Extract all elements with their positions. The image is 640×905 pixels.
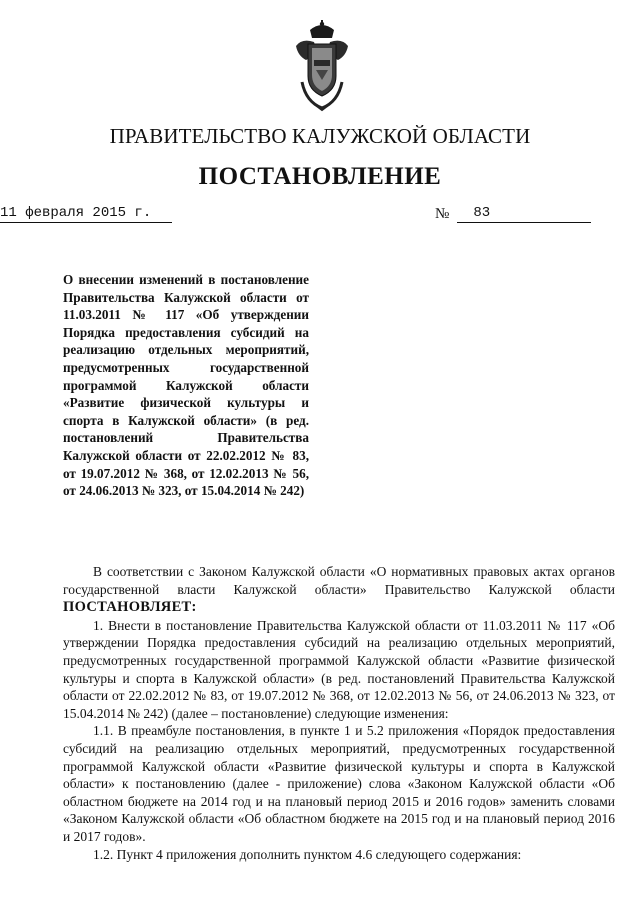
organization-name: ПРАВИТЕЛЬСТВО КАЛУЖСКОЙ ОБЛАСТИ — [109, 124, 531, 148]
preamble-text: В соответствии с Законом Калужской области «О нормативных правовых актах органов государственной власти Калужской области» Правительство Калужской области — [63, 564, 615, 597]
paragraph-1: 1. Внести в постановление Правительства Калужской области от 11.03.2011 № 117 «Об утверждении Порядка предоставления субсидий на реализацию отдельных мероприятий, предусмотренных государственной программой Калужской области «Развитие физической культуры и спорта в Калужской области» (в ред. постановлений Правительства Калужской области от 22.02.2012 № 83, от 19.07.2012 № 368, от 12.02.2013 № 56, от 24.06.2013 № 323, от 15.04.2014 № 242) (далее – постановление) следующие изменения: — [63, 617, 615, 721]
document-subject: О внесении изменений в постановление Правительства Калужской области от 11.03.2011 № 117 «Об утверждении Порядка предоставления субсидий на реализацию отдельных мероприятий, предусмотренных государственной программой Калужской области «Развитие физической культуры и спорта в Калужской области» (в ред. постановлений Правительства Калужской области от 22.02.2012 № 83, от 19.07.2012 № 368, от 12.02.2013 № 56, от 24.06.2013 № 323, от 15.04.2014 № 242) — [63, 272, 309, 499]
number-sign: № — [435, 206, 450, 222]
document-body — [63, 563, 615, 863]
paragraph-1-2: 1.2. Пункт 4 приложения дополнить пунктом 4.6 следующего содержания: — [93, 846, 522, 862]
document-date: 11 февраля 2015 г. — [0, 205, 172, 223]
preamble-paragraph — [63, 563, 615, 617]
document-number-block — [435, 205, 591, 223]
coat-of-arms-icon — [292, 20, 352, 112]
paragraph-1-1: 1.1. В преамбуле постановления, в пункте 1 и 5.2 приложения «Порядок предоставления субсидий на реализацию отдельных мероприятий, предусмотренных государственной программой Калужской области «Развитие физической культуры и спорта в Калужской области» к постановлению (далее - приложение) слова «Законом Калужской области «Об областном бюджете на 2014 год и на плановый период 2015 и 2016 годов» заменить словами «Законом Калужской области «Об областном бюджете на 2015 год и на плановый период 2016 и 2017 годов». — [63, 723, 615, 844]
document-type: ПОСТАНОВЛЕНИЕ — [198, 163, 442, 190]
document-number: 83 — [457, 205, 591, 223]
decree-word: ПОСТАНОВЛЯЕТ: — [63, 599, 197, 616]
